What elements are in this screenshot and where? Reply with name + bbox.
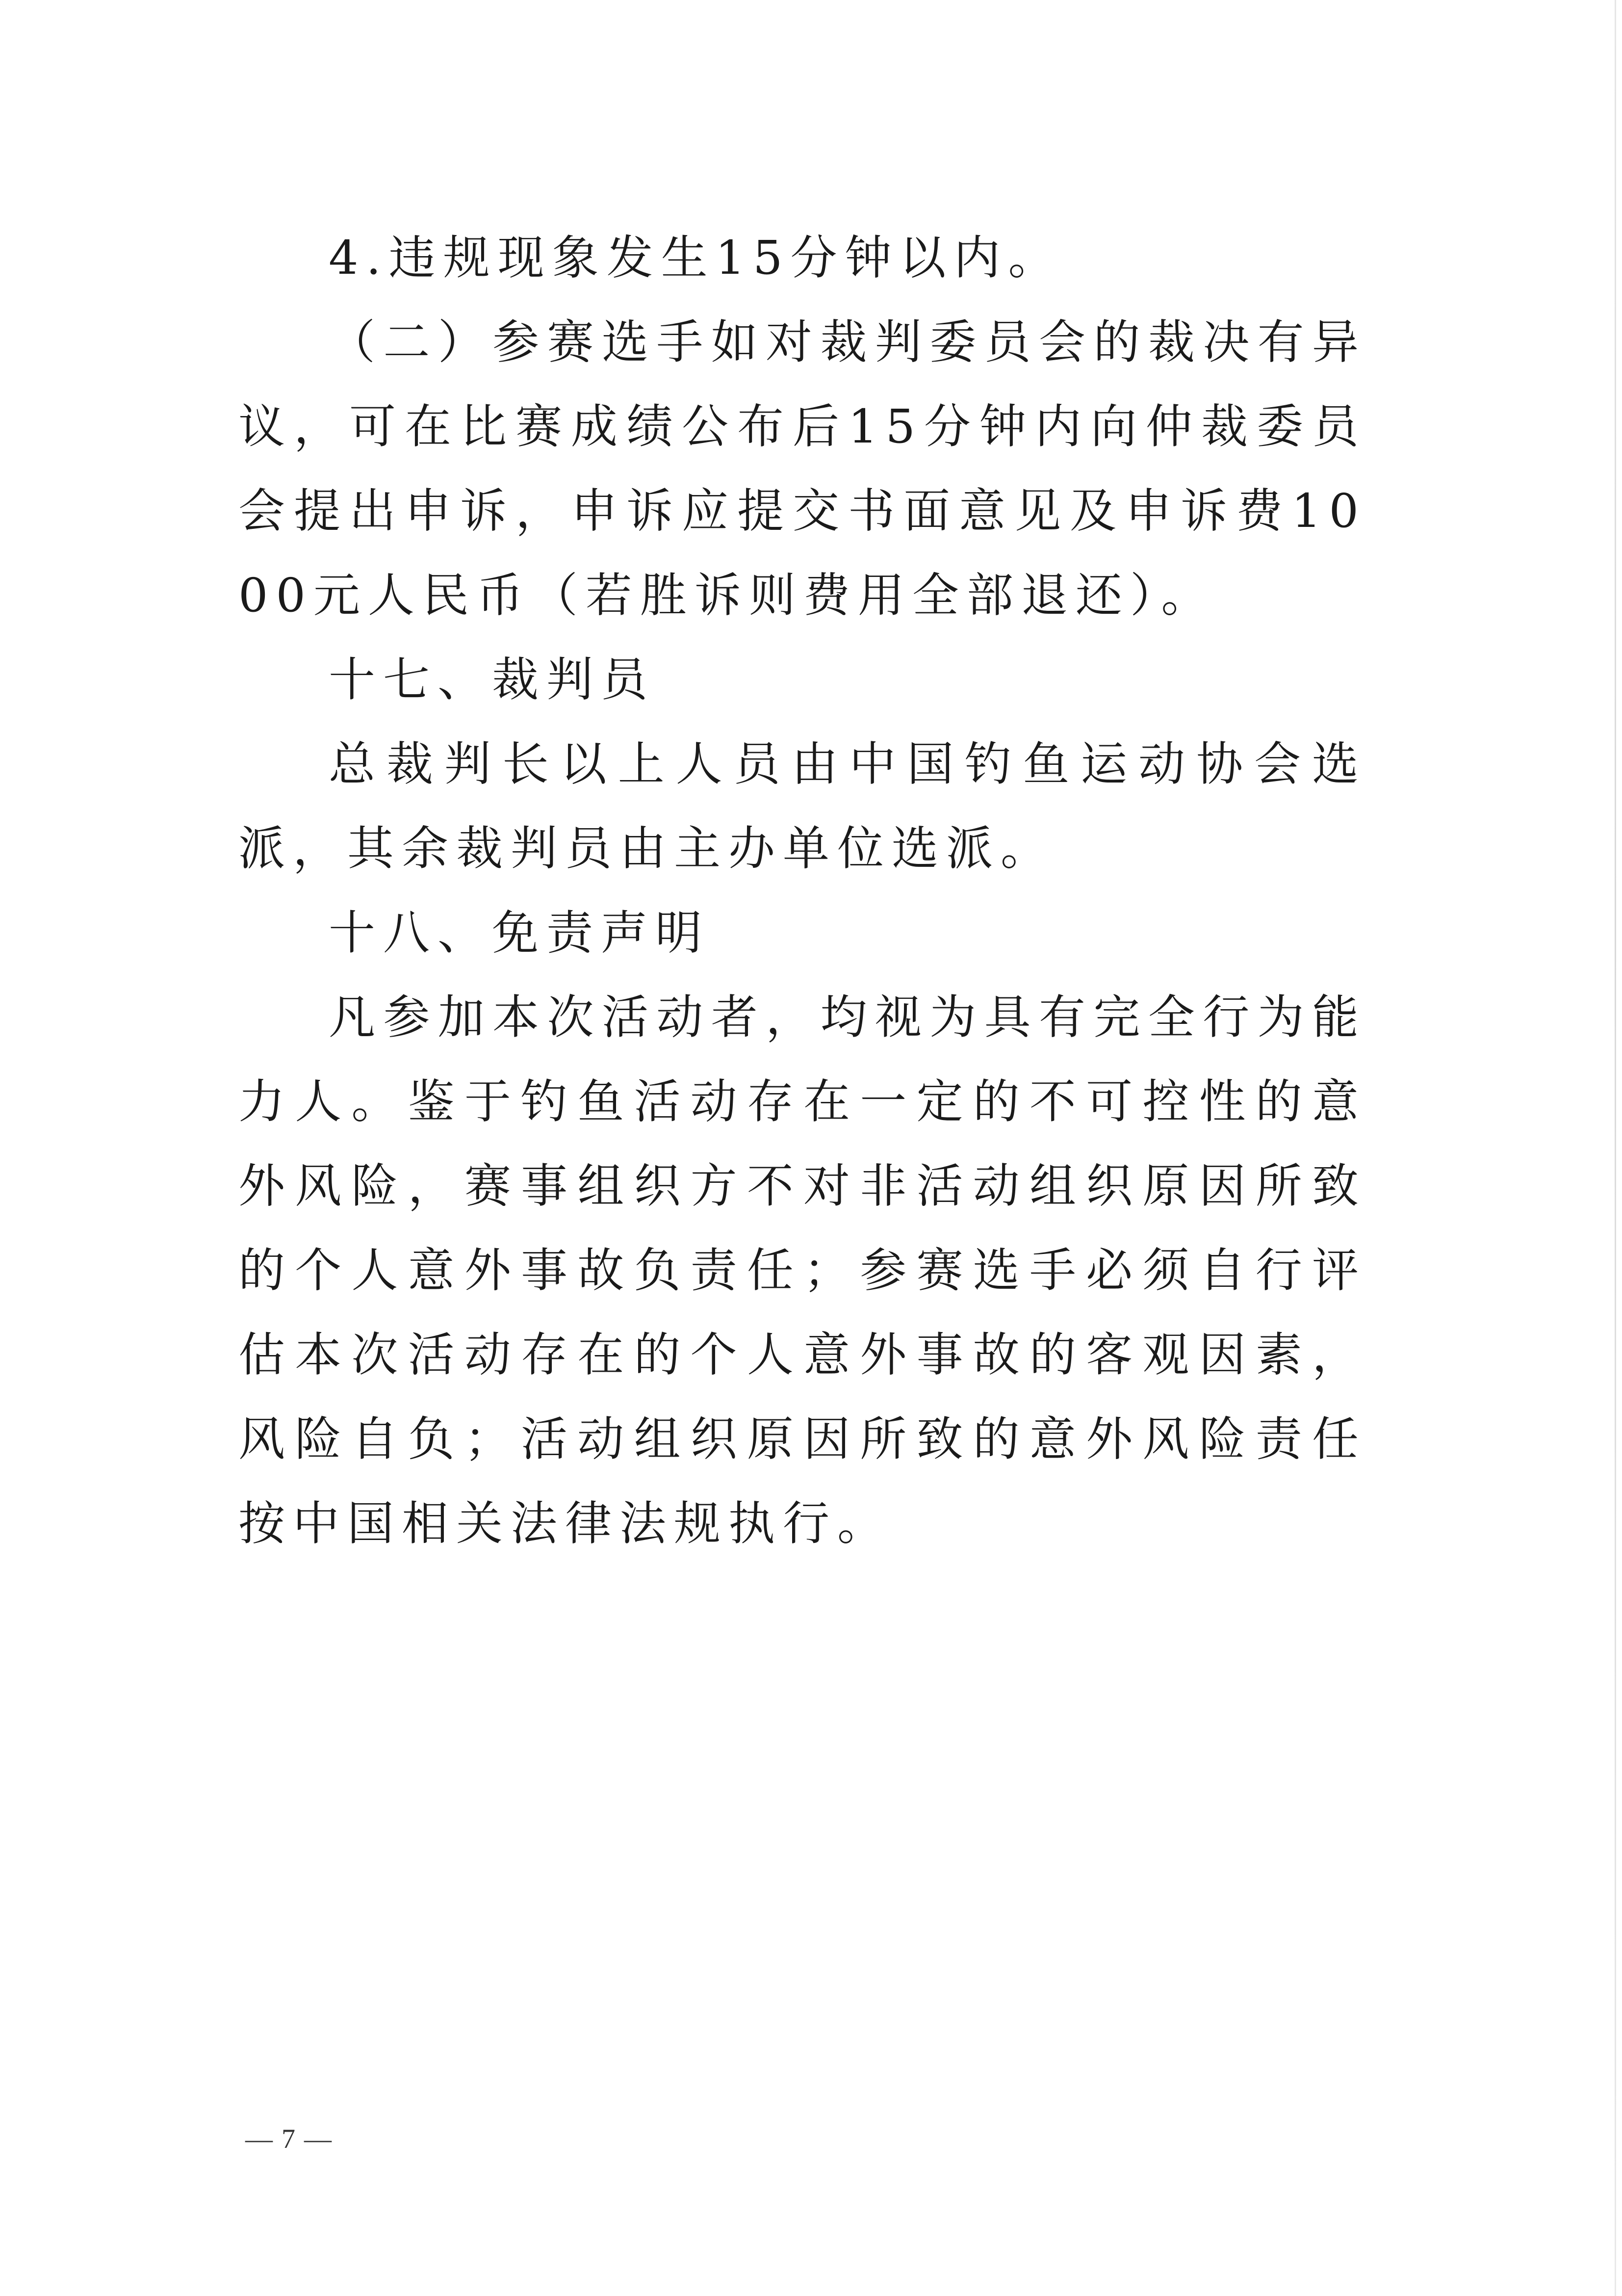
scan-edge-shadow	[1615, 0, 1616, 2296]
section-heading-disclaimer: 十八、免责声明	[329, 906, 710, 960]
section-heading-referees: 十七、裁判员	[329, 653, 656, 707]
disclaimer-paragraph: 凡参加本次活动者，均视为具有完全行为能力人。鉴于钓鱼活动存在一定的不可控性的意外风险，赛事组织方不对非活动组织原因所致的个人意外事故负责任；参赛选手必须自行评估本次活动存在的个人意外事故的客观因素，风险自负；活动组织原因所致的意外风险责任按中国相关法律法规执行。	[238, 991, 1366, 1551]
document-body	[238, 216, 1366, 1566]
list-item-4: 4.违规现象发生15分钟以内。	[329, 231, 1063, 285]
referees-paragraph: 总裁判长以上人员由中国钓鱼运动协会选派，其余裁判员由主办单位选派。	[238, 737, 1366, 876]
page-number: — 7 —	[245, 2124, 333, 2154]
appeal-paragraph: （二）参赛选手如对裁判委员会的裁决有异议，可在比赛成绩公布后15分钟内向仲裁委员会提出申诉，申诉应提交书面意见及申诉费1000元人民币（若胜诉则费用全部退还）。	[238, 315, 1366, 623]
